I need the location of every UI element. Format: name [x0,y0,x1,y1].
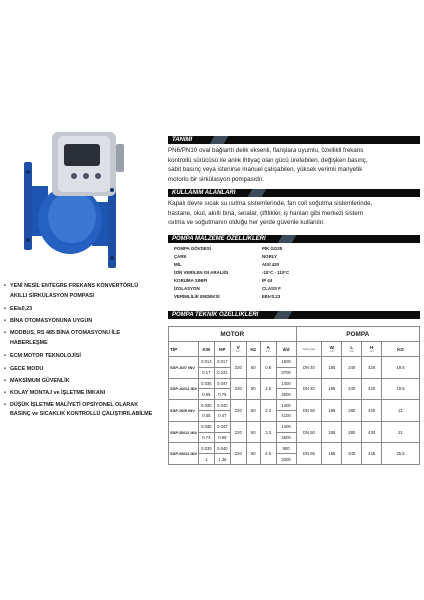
table-cell: DN 50 [296,421,322,443]
col-header: A 1,2~ [260,342,276,357]
table-cell: 0.75 [214,389,230,400]
table-cell: 220 [230,421,246,443]
feature-item: • EEI≤0,23 [4,306,33,312]
table-cell: 19.5 [382,378,420,400]
table-cell: DN 40 [296,357,322,379]
table-cell: 220 [230,378,246,400]
table-cell: 0.99 [214,432,230,443]
material-label: ÇARK [174,254,187,259]
table-cell: 2.3 [260,400,276,422]
table-cell: 1400 [276,378,296,389]
material-value: IP 44 [262,278,273,283]
table-row [169,378,420,389]
feature-item: BASINÇ ve SICAKLIK KONTROLLÜ ÇALIŞTIRILABİLME [10,411,153,417]
motor-header: MOTOR [169,327,297,342]
table-cell: 3.3 [260,421,276,443]
table-cell: 1 [198,454,214,465]
table-row [169,357,420,368]
pompa-header: POMPA [296,327,419,342]
feature-item: • MODBUS, RS 485 BİNA OTOMASYONU İLE [4,330,120,336]
table-cell: 220 [230,357,246,379]
table-cell: 900 [276,443,296,454]
feature-item: • MAKSİMUM GÜVENLİK [4,378,70,384]
table-cell: 4.5 [260,443,276,465]
column-headers [169,342,420,357]
usage-line: ısıtma ve soğutmanın olduğu her yerde güvenle kullanılır. [168,219,325,227]
table-cell: 2.5 [260,378,276,400]
section-header-kullanim: KULLANIM ALANLARI [168,189,420,197]
table-cell: 4600 [276,389,296,400]
table-cell: 420 [362,357,382,379]
table-cell: DN 65 [296,443,322,465]
table-cell: 4100 [276,410,296,421]
table-cell: 1400 [276,421,296,432]
material-value: NORLY [262,254,277,259]
col-header: Giriş çapı [296,342,322,357]
table-cell: 3300 [276,454,296,465]
col-header: d/d [276,342,296,357]
material-label: KORUMA SINIFI [174,278,208,283]
feature-item: HABERLEŞME [10,340,48,346]
table-cell: 21 [382,400,420,422]
table-cell: 0.047 [214,378,230,389]
table-cell: 50 [246,421,260,443]
table-cell: 0.040 [214,443,230,454]
table-cell: 185 [322,378,342,400]
description-line: sabit basınç veya istenirse manuel çalışabilen, yüksek verimli manyetik [168,166,363,174]
table-cell: 0.017 [214,357,230,368]
table-cell: 50 [246,357,260,379]
table-cell: 0.17 [198,367,214,378]
material-label: POMPA GÖVDESİ [174,246,211,251]
table-row [169,421,420,432]
table-cell: 0.047 [214,421,230,432]
table-row [169,443,420,454]
table-cell: 0.030 [198,443,214,454]
table-cell: SSP-40/12 INV [169,378,199,400]
description-line: motorlu bir sirkülasyon pompasıdır. [168,175,264,183]
table-cell: 185 [322,443,342,465]
col-header: W mm [322,342,342,357]
col-header: Hz [246,342,260,357]
col-header: L mm [342,342,362,357]
table-cell: SSP-40/7 INV [169,357,199,379]
usage-line: hastane, okul, akıllı bina, seralar, çiftlikler, iş hanları gibi merkezi sistem [168,209,363,217]
material-value: EEI<0.23 [262,294,281,299]
table-cell: 21 [382,421,420,443]
usage-paragraph [168,199,420,228]
table-cell: 0.35 [198,410,214,421]
usage-line: Kapalı devre sıcak su ısıtma sistemlerinde, fan coil soğutma sistemlerinde, [168,200,373,207]
table-cell: DN 50 [296,400,322,422]
table-cell: SSP-65/12 INV [169,443,199,465]
material-value: -10°C - 110°C [262,270,290,275]
table-cell: 0.47 [214,410,230,421]
col-header: HP [214,342,230,357]
feature-item: • BİNA OTOMASYONUNA UYGUN [4,318,93,324]
section-header-teknik: POMPA TEKNİK ÖZELLİKLERİ [168,311,420,319]
col-header: V 1,2~ [230,342,246,357]
feature-item: • DÜŞÜK İŞLETME MALİYETİ OPSİYONEL OLARAK [4,402,139,408]
table-cell: 0.231 [214,367,230,378]
col-header: KW [198,342,214,357]
feature-item: AKILLI SİRKÜLASYON POMPASI [10,293,95,299]
table-cell: 0.73 [198,432,214,443]
table-body [169,357,420,465]
section-header-tanimi: TANIMI [168,136,420,144]
table-cell: 420 [362,378,382,400]
table-cell: DN 40 [296,378,322,400]
table-cell: SSP-50/9 INV [169,400,199,422]
material-label: İZİN VERİLEN ISI ARALIĞI [174,270,229,275]
table-cell: 280 [342,400,362,422]
col-header: TİP [169,342,199,357]
table-cell: 185 [322,400,342,422]
material-label: VERİMLİLİK ENDEKSİ [174,294,220,299]
description-line: PN6/PN10 oval bağlantı delik eksenli, flanşlara uyumlu, özellikli frekans [168,147,364,154]
table-cell: 1.36 [214,454,230,465]
feature-item: • ECM MOTOR TEKNOLOJİSİ [4,353,81,359]
pump-image [12,122,162,272]
table-cell: 280 [342,421,362,443]
description-line: kontrollü sürücüsü ile anlık ihtiyaç olan gücü üretebilen, değişken basınç, [168,156,368,164]
table-cell: 430 [362,400,382,422]
feature-item: • KOLAY MONTAJ ve İŞLETME İMKANI [4,390,106,396]
table-cell: 19.5 [382,357,420,379]
table-cell: 0.55 [198,389,214,400]
table-cell: SSP-50/12 INV [169,421,199,443]
table-cell: 185 [322,357,342,379]
material-value: CLASS F [262,286,281,291]
table-cell: 0.040 [214,400,230,411]
table-cell: 25.5 [382,443,420,465]
material-label: İZOLASYON [174,286,200,291]
table-cell: 0.035 [198,378,214,389]
table-cell: 240 [342,357,362,379]
table-cell: 430 [362,421,382,443]
table-cell: 185 [322,421,342,443]
feature-item: • YENİ NESİL ENTEGRE FREKANS KONVERTÖRLÜ [4,283,139,289]
table-cell: 50 [246,400,260,422]
table-cell: 220 [230,400,246,422]
table-cell: 0.013 [198,357,214,368]
material-label: MİL [174,262,182,267]
table-cell: 445 [362,443,382,465]
table-cell: 340 [342,443,362,465]
table-cell: 0.035 [198,421,214,432]
feature-item: • GECE MODU [4,366,44,372]
table-cell: 1400 [276,400,296,411]
table-cell: 0.8 [260,357,276,379]
table-cell: 50 [246,443,260,465]
technical-table [168,326,420,465]
table-cell: 3700 [276,367,296,378]
col-header: KG [382,342,420,357]
table-cell: 240 [342,378,362,400]
material-value: PİK GG25 [262,246,283,251]
table-cell: 220 [230,443,246,465]
table-cell: 4600 [276,432,296,443]
table-cell: 1600 [276,357,296,368]
col-header: H mm [362,342,382,357]
description-paragraph [168,146,420,184]
material-value: AISI 420 [262,262,280,267]
table-cell: 0.030 [198,400,214,411]
section-header-malzeme: POMPA MALZEME ÖZELLİKLERİ [168,235,420,243]
table-cell: 50 [246,378,260,400]
table-row [169,400,420,411]
